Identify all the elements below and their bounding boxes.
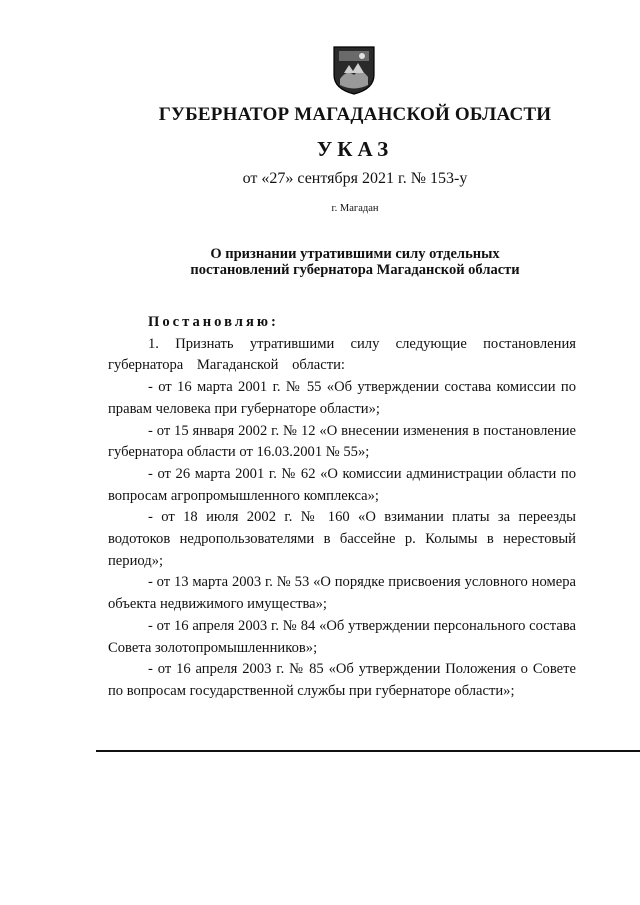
governor-title: ГУБЕРНАТОР МАГАДАНСКОЙ ОБЛАСТИ <box>158 104 552 125</box>
subject-line-1: О признании утратившими силу отдельных <box>210 246 500 262</box>
list-item: - от 18 июля 2002 г. № 160 «О взимании платы за переезды водотоков недропользователями в бассейне р. Колымы в нерестовый период»; <box>108 509 576 569</box>
subject-line-2: постановлений губернатора Магаданской области <box>190 262 520 278</box>
page-divider <box>96 750 640 752</box>
list-item: - от 16 апреля 2003 г. № 85 «Об утверждении Положения о Совете по вопросам государственной службы при губернаторе области»; <box>108 661 576 699</box>
list-item: - от 16 апреля 2003 г. № 84 «Об утверждении персонального состава Совета золотопромышленников»; <box>108 617 576 656</box>
decree-date-number: от «27» сентября 2021 г. № 153-у <box>242 170 468 187</box>
document-type: УКАЗ <box>316 137 394 161</box>
decree-subject <box>0 246 640 278</box>
issue-city: г. Магадан <box>331 203 379 214</box>
list-item: - от 15 января 2002 г. № 12 «О внесении изменения в постановление губернатора области от 16.03.2001 № 55»; <box>108 422 576 461</box>
decree-body <box>108 312 576 703</box>
resolve-heading: Постановляю: <box>148 314 279 330</box>
coat-of-arms-icon <box>331 45 377 95</box>
paragraph-1: 1. Признать утратившими силу следующие постановления губернатора Магаданской области: <box>108 335 576 374</box>
list-item: - от 16 марта 2001 г. № 55 «Об утверждении состава комиссии по правам человека при губернаторе области»; <box>108 379 576 417</box>
list-item: - от 26 марта 2001 г. № 62 «О комиссии администрации области по вопросам агропромышленного комплекса»; <box>108 465 576 504</box>
list-item: - от 13 марта 2003 г. № 53 «О порядке присвоения условного номера объекта недвижимого имущества»; <box>108 574 576 613</box>
